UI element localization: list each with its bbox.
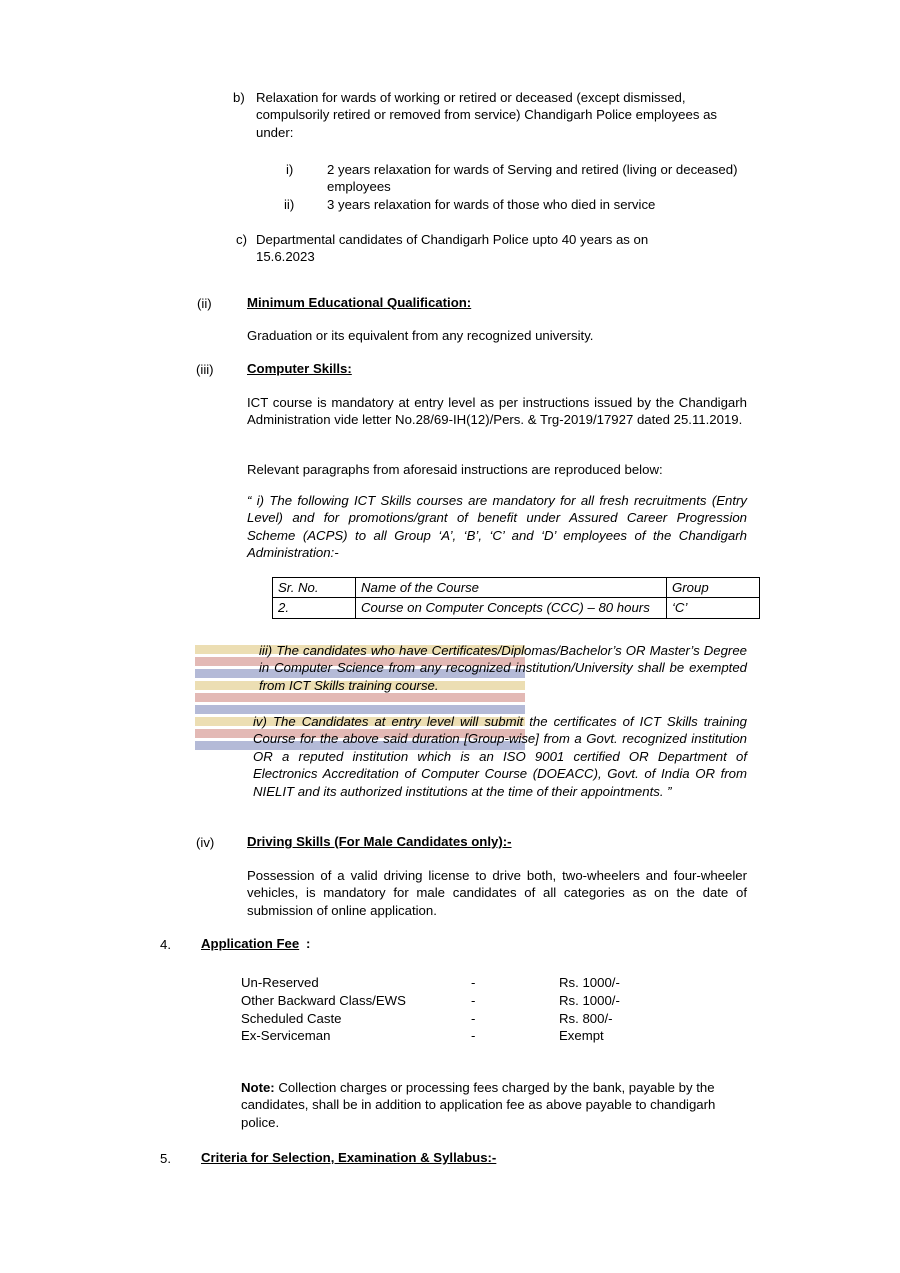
list-marker-b: b) (233, 90, 245, 105)
paragraph-b-text: Relaxation for wards of working or retired or deceased (except dismissed, compulsorily retired or removed from service) Chandigarh Police employees as under: (256, 90, 718, 140)
sub-item-marker-i: i) (286, 162, 294, 177)
table-cell-group: ‘C’ (667, 598, 760, 618)
heading-driving-skills: Driving Skills (For Male Candidates only):- (247, 834, 512, 849)
section-number-4: 4. (160, 937, 171, 952)
table-cell-sr-no: 2. (273, 598, 356, 618)
fee-dash: - (471, 1028, 476, 1044)
application-fee-table (241, 974, 719, 1045)
fee-amount: Rs. 1000/- (559, 975, 620, 990)
quote-exemption-clause: iii) The candidates who have Certificates/Diplomas/Bachelor’s OR Master’s Degree in Computer Science from any recognized institution/University shall be exempted from ICT Skills training course. (259, 643, 747, 693)
heading-application-fee: Application Fee (201, 936, 300, 951)
sub-item-marker-ii: ii) (284, 197, 295, 212)
list-marker-c: c) (236, 232, 247, 247)
table-header-sr-no: Sr. No. (273, 578, 356, 598)
text-driving-skills: Possession of a valid driving license to drive both, two-wheelers and four-wheeler vehicles, is mandatory for male candidates of all categories as on the date of submission of online application. (247, 868, 747, 918)
fee-amount: Exempt (559, 1028, 604, 1044)
table-header-group: Group (667, 578, 760, 598)
sub-item-text-i: 2 years relaxation for wards of Serving and retired (living or deceased) employees (327, 162, 738, 195)
heading-computer-skills: Computer Skills: (247, 361, 352, 376)
fee-category: Other Backward Class/EWS (241, 992, 406, 1008)
heading-minimum-educational-qualification: Minimum Educational Qualification: (247, 295, 472, 310)
section-marker-iv: (iv) (196, 835, 215, 850)
ict-courses-table (272, 577, 760, 619)
note-text: Collection charges or processing fees charged by the bank, payable by the candidates, shall be in addition to application fee as above payable to chandigarh police. (241, 1080, 716, 1130)
quote-ict-skills-courses: “ i) The following ICT Skills courses are mandatory for all fresh recruitments (Entry Level) and for promotions/grant of benefit under Assured Career Progression Scheme (ACPS) to all Group ‘A’, ‘B’, ‘C’ and ‘D’ employees of the Chandigarh Administration:- (247, 493, 747, 561)
text-relevant-paragraphs: Relevant paragraphs from aforesaid instructions are reproduced below: (247, 462, 663, 477)
fee-dash: - (471, 1010, 476, 1026)
fee-amount: Rs. 800/- (559, 1010, 613, 1026)
table-cell-course-name: Course on Computer Concepts (CCC) – 80 hours (356, 598, 667, 618)
paragraph-c-text: Departmental candidates of Chandigarh Police upto 40 years as on 15.6.2023 (256, 232, 649, 265)
fee-category: Un-Reserved (241, 975, 319, 990)
fee-amount: Rs. 1000/- (559, 992, 620, 1008)
heading-criteria-for-selection: Criteria for Selection, Examination & Syllabus:- (201, 1150, 497, 1165)
table-header-row (273, 578, 760, 598)
text-ict-course-mandatory: ICT course is mandatory at entry level as per instructions issued by the Chandigarh Administration vide letter No.28/69-IH(12)/Pers. & Trg-2019/17927 dated 25.11.2019. (247, 395, 747, 428)
fee-category: Ex-Serviceman (241, 1028, 331, 1044)
heading-application-fee-colon: : (306, 936, 311, 951)
fee-row (241, 974, 719, 992)
quote-certificate-submission: iv) The Candidates at entry level will submit the certificates of ICT Skills training Course for the above said duration [Group-wise] from a Govt. recognized institution OR a reputed institution which is an ISO 9001 certified OR Department of Electronics Accreditation of Computer Course (DOEACC), Govt. of India OR from NIELIT and its authorized institutions at the time of their appointments. ” (253, 714, 747, 799)
fee-dash: - (471, 975, 476, 990)
fee-row (241, 1027, 719, 1045)
table-row (273, 598, 760, 618)
fee-category: Scheduled Caste (241, 1010, 342, 1026)
section-number-5: 5. (160, 1151, 171, 1166)
sub-item-text-ii: 3 years relaxation for wards of those who died in service (327, 197, 656, 212)
note-label: Note: (241, 1080, 275, 1095)
text-minimum-educational-qualification: Graduation or its equivalent from any recognized university. (247, 328, 594, 343)
fee-row (241, 992, 719, 1010)
section-marker-iii: (iii) (196, 362, 214, 377)
application-fee-note (241, 1079, 749, 1131)
section-marker-ii: (ii) (197, 296, 212, 311)
fee-row (241, 1010, 719, 1028)
fee-dash: - (471, 992, 476, 1008)
table-header-course-name: Name of the Course (356, 578, 667, 598)
